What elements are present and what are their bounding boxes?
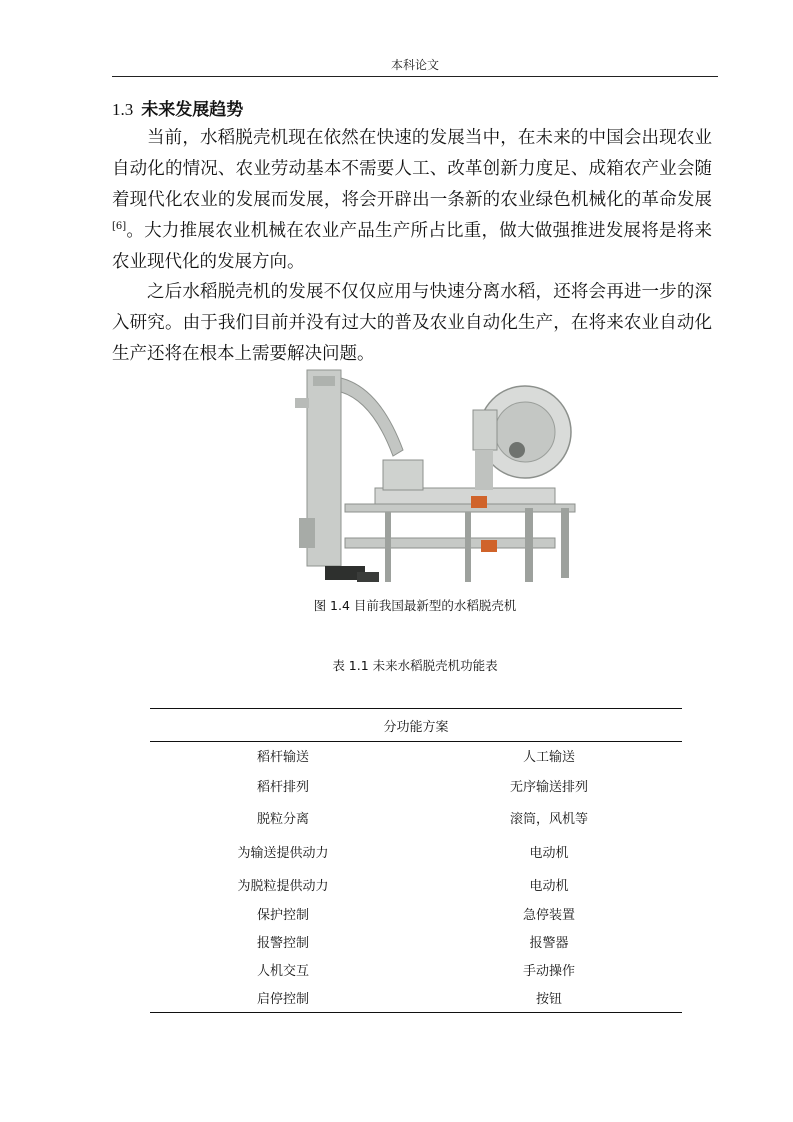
table-header: 分功能方案	[150, 709, 682, 742]
table-row	[150, 928, 682, 956]
table-caption: 表 1.1 未来水稻脱壳机功能表	[332, 658, 498, 673]
table-row	[150, 742, 682, 770]
function-cell: 为输送提供动力	[237, 846, 329, 861]
solution-cell: 急停装置	[522, 908, 575, 923]
table-row	[150, 834, 682, 870]
citation-ref: [6]	[112, 221, 127, 233]
function-cell: 启停控制	[150, 983, 416, 1013]
function-cell: 脱粒分离	[256, 812, 309, 827]
function-cell: 保护控制	[256, 908, 309, 923]
section-heading	[112, 95, 243, 120]
solution-cell: 手动操作	[522, 963, 575, 979]
solution-cell: 电动机	[529, 879, 569, 894]
table-row	[150, 870, 682, 900]
header-rule	[112, 76, 718, 77]
section-title: 未来发展趋势	[141, 100, 244, 120]
paragraph-1-text-b: 。大力推展农业机械在农业产品生产所占比重，做大做强推进发展将是将来农业现代化的发展方向。	[112, 221, 712, 272]
paragraph-1-text-a: 当前，水稻脱壳机现在依然在快速的发展当中，在未来的中国会出现农业自动化的情况、农业劳动基本不需要人工、改革创新力度足、成箱农产业会随着现代化农业的发展而发展，将会开辟出一条新的农业绿色机械化的革命发展	[112, 128, 712, 210]
table-row	[150, 900, 682, 928]
solution-cell: 滚筒，风机等	[509, 812, 588, 827]
function-cell: 稻杆输送	[256, 750, 309, 766]
solution-cell: 无序输送排列	[509, 780, 588, 795]
function-table	[150, 708, 682, 1013]
solution-cell: 按钮	[416, 983, 682, 1013]
function-cell: 报警控制	[256, 936, 309, 951]
function-cell: 稻杆排列	[256, 780, 309, 795]
function-cell: 为脱粒提供动力	[237, 879, 329, 894]
table-row	[150, 770, 682, 802]
table-row	[150, 983, 682, 1013]
figure-caption: 图 1.4 目前我国最新型的水稻脱壳机	[313, 598, 517, 613]
rice-huller-machine-photo	[285, 368, 580, 590]
table-row	[150, 956, 682, 983]
solution-cell: 报警器	[529, 936, 569, 951]
table-header-row	[150, 709, 682, 742]
section-number: 1.3	[112, 100, 134, 119]
table-row	[150, 802, 682, 834]
paragraph-2: 之后水稻脱壳机的发展不仅仅应用与快速分离水稻，还将会再进一步的深入研究。由于我们目前并没有过大的普及农业自动化生产，在将来农业自动化生产还将在根本上需要解决问题。	[112, 282, 712, 364]
solution-cell: 人工输送	[522, 750, 575, 766]
running-header: 本科论文	[390, 58, 439, 72]
paragraph-1	[112, 123, 712, 278]
solution-cell: 电动机	[529, 846, 569, 861]
function-cell: 人机交互	[256, 963, 309, 979]
